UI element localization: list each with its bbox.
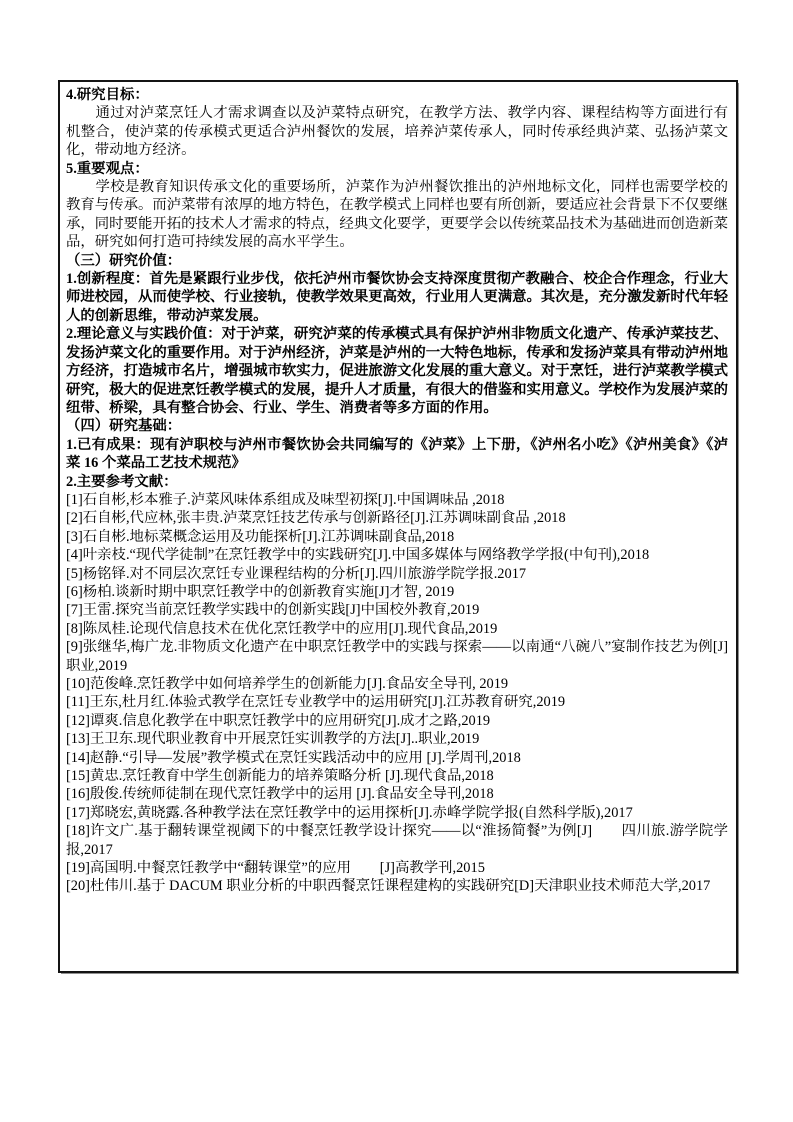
reference-item: [3]石自彬.地标菜概念运用及功能探析[J].江苏调味副食品,2018	[66, 528, 455, 545]
paragraph-lead-label: 1.已有成果：	[66, 436, 151, 453]
paragraph-lead-label: 1.创新程度：	[66, 271, 150, 288]
paragraph: 2.理论意义与实践价值：对于泸菜，研究泸菜的传承模式具有保护泸州非物质文化遗产、传承泸菜技艺、发扬泸菜文化的重要作用。对于泸州经济，泸菜是泸州的一大特色地标，传承和发扬泸菜具有带动泸州地方经济，打造城市名片，增强城市软实力，促进旅游文化发展的重大意义。对于烹饪，进行泸菜教学模式研究，极大的促进烹饪教学模式的发展，提升人才质量，有很大的借鉴和实用意义。学校作为发展泸菜的纽带、桥梁，具有整合协会、行业、学生、消费者等多方面的作用。	[66, 326, 728, 416]
reference-item: [12]谭爽.信息化教学在中职烹饪教学中的应用研究[J].成才之路,2019	[66, 712, 491, 729]
reference-item: [16]殷俊.传统师徒制在现代烹饪教学中的运用 [J].食品安全导刊,2018	[66, 786, 494, 803]
section-heading: （四）研究基础：	[66, 418, 182, 435]
reference-item: [17]郑晓宏,黄晓露.各种教学法在烹饪教学中的运用探析[J].赤峰学院学报(自然科学版),2017	[66, 804, 633, 821]
document-body	[66, 86, 728, 491]
reference-item: [13]王卫东.现代职业教育中开展烹饪实训教学的方法[J]..职业,2019	[66, 731, 480, 748]
reference-item: [9]张继华,梅广龙.非物质文化遗产在中职烹饪教学中的实践与探索——以南通“八碗八”宴制作技艺为例[J]职业,2019	[66, 639, 728, 674]
section-heading: （三）研究价值：	[66, 252, 182, 269]
paragraph-lead-label: 2.理论意义与实践价值：	[66, 326, 222, 343]
reference-item: [4]叶亲枝.“现代学徒制”在烹饪教学中的实践研究[J].中国多媒体与网络教学学报(中旬刊),2018	[66, 547, 650, 564]
reference-item: [15]黄忠.烹饪教育中学生创新能力的培养策略分析 [J].现代食品,2018	[66, 768, 494, 785]
paragraph: 学校是教育知识传承文化的重要场所，泸菜作为泸州餐饮推出的泸州地标文化，同样也需要学校的教育与传承。而泸菜带有浓厚的地方特色，在教学模式上同样也要有所创新，要适应社会背景下不仅要继承，同时要能开拓的技术人才需求的特点，经典文化要学，更要学会以传统菜品技术为基础进而创造新菜品，研究如何打造可持续发展的高水平学生。	[66, 179, 728, 251]
reference-item: [7]王雷.探究当前烹饪教学实践中的创新实践[J]中国校外教育,2019	[66, 602, 480, 619]
section-heading: 5.重要观点：	[66, 160, 149, 177]
reference-item: [8]陈凤桂.论现代信息技术在优化烹饪教学中的应用[J].现代食品,2019	[66, 620, 498, 637]
reference-item: [20]杜伟川.基于 DACUM 职业分析的中职西餐烹饪课程建构的实践研究[D]天津职业技术师范大学,2017	[66, 878, 711, 895]
reference-item: [1]石自彬,杉本雅子.泸菜风味体系组成及味型初探[J].中国调味品 ,2018	[66, 491, 505, 508]
reference-item: [10]范俊峰.烹饪教学中如何培养学生的创新能力[J].食品安全导刊, 2019	[66, 676, 509, 692]
content-frame	[58, 80, 738, 973]
reference-item: [11]王东,杜月红.体验式教学在烹饪专业教学中的运用研究[J].江苏教育研究,2019	[66, 694, 566, 711]
section-heading: 2.主要参考文献：	[66, 473, 178, 490]
paragraph: 1.创新程度：首先是紧跟行业步伐，依托泸州市餐饮协会支持深度贯彻产教融合、校企合作理念，行业大师进校园，从而使学校、行业接轨，使教学效果更高效，行业用人更满意。其次是，充分激发新时代年轻人的创新思维，带动泸菜发展。	[66, 271, 728, 324]
reference-item: [6]杨柏.谈新时期中职烹饪教学中的创新教育实施[J]才智, 2019	[66, 583, 455, 600]
section-heading: 4.研究目标：	[66, 87, 149, 103]
reference-item: [14]赵静.“引导—发展”教学模式在烹饪实践活动中的应用 [J].学周刊,2018	[66, 749, 521, 766]
paragraph: 1.已有成果：现有泸职校与泸州市餐饮协会共同编写的《泸菜》上下册，《泸州名小吃》《泸州美食》《泸菜 16 个菜品工艺技术规范》	[66, 436, 729, 472]
reference-list	[66, 491, 728, 896]
paragraph: 通过对泸菜烹饪人才需求调查以及泸菜特点研究，在教学方法、教学内容、课程结构等方面进行有机整合，使泸菜的传承模式更适合泸州餐饮的发展，培养泸菜传承人，同时传承经典泸菜、弘扬泸菜文化，带动地方经济。	[66, 105, 728, 159]
reference-item: [18]许文广.基于翻转课堂视阈下的中餐烹饪教学设计探究——以“淮扬简餐”为例[J] 四川旅.游学院学报,2017	[66, 823, 728, 858]
reference-item: [2]石自彬,代应林,张丰贵.泸菜烹饪技艺传承与创新路径[J].江苏调味副食品 ,2018	[66, 510, 566, 527]
reference-item: [5]杨铭铎.对不同层次烹饪专业课程结构的分析[J].四川旅游学院学报.2017	[66, 565, 527, 582]
reference-item: [19]高国明.中餐烹饪教学中“翻转课堂”的应用 [J]高教学刊,2015	[66, 860, 485, 877]
